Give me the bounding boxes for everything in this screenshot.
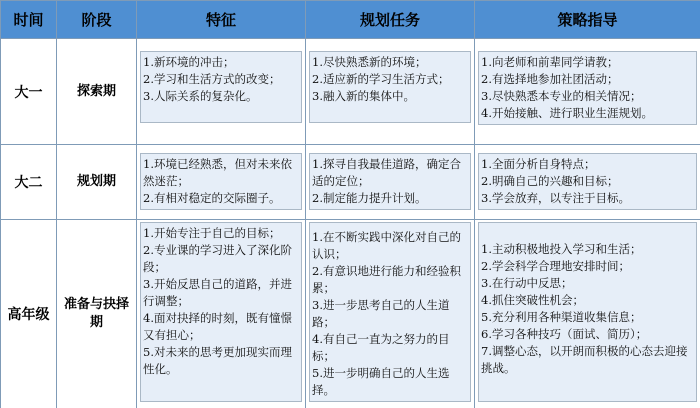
stage-cell: 探索期 <box>57 39 137 145</box>
task-item: 1.探寻自我最佳道路，确定合适的定位； <box>312 157 461 188</box>
strategy-item: 3.尽快熟悉本专业的相关情况； <box>481 89 642 103</box>
tasks-cell <box>306 145 475 220</box>
feature-item: 2.专业课的学习进入了深化阶段； <box>143 243 292 274</box>
task-item: 1.尽快熟悉新的环境； <box>312 55 427 69</box>
tasks-cell <box>306 39 475 145</box>
strategy-item: 7.调整心态，以开朗而积极的心态去迎接挑战。 <box>481 344 688 375</box>
strategy-item: 4.开始接触、进行职业生涯规划。 <box>481 106 653 120</box>
features-cell <box>137 220 306 408</box>
header-time: 时间 <box>1 1 57 39</box>
header-strategies: 策略指导 <box>475 1 700 39</box>
header-tasks: 规划任务 <box>306 1 475 39</box>
feature-item: 5.对未来的思考更加现实而理性化。 <box>143 345 292 376</box>
task-item: 1.在不断实践中深化对自己的认识； <box>312 230 461 261</box>
feature-item: 4.面对抉择的时刻，既有憧憬又有担心； <box>143 311 292 342</box>
task-item: 2.适应新的学习生活方式； <box>312 72 450 86</box>
feature-item: 1.开始专注于自己的目标； <box>143 226 281 240</box>
task-item: 5.进一步明确自己的人生选择。 <box>312 366 450 397</box>
header-row <box>1 1 700 39</box>
task-item: 3.进一步思考自己的人生道路； <box>312 298 450 329</box>
strategy-item: 4.抓住突破性机会； <box>481 293 584 307</box>
task-item: 2.制定能力提升计划。 <box>312 191 427 205</box>
strategy-item: 2.有选择地参加社团活动； <box>481 72 619 86</box>
feature-item: 1.新环境的冲击； <box>143 55 235 69</box>
table-row <box>1 39 700 145</box>
strategies-cell <box>475 220 700 408</box>
header-stage: 阶段 <box>57 1 137 39</box>
tasks-cell <box>306 220 475 408</box>
feature-item: 3.人际关系的复杂化。 <box>143 89 258 103</box>
strategy-item: 3.在行动中反思； <box>481 276 573 290</box>
strategy-item: 1.向老师和前辈同学请教； <box>481 55 619 69</box>
strategy-item: 3.学会放弃，以专注于目标。 <box>481 191 630 205</box>
feature-item: 2.学习和生活方式的改变； <box>143 72 281 86</box>
strategy-item: 1.主动积极地投入学习和生活； <box>481 242 642 256</box>
strategy-item: 5.充分利用各种渠道收集信息； <box>481 310 642 324</box>
header-features: 特征 <box>137 1 306 39</box>
task-item: 4.有自己一直为之努力的目标； <box>312 332 450 363</box>
strategy-item: 1.全面分析自身特点； <box>481 157 596 171</box>
stage-cell: 准备与抉择期 <box>57 220 137 408</box>
task-item: 3.融入新的集体中。 <box>312 89 415 103</box>
task-item: 2.有意识地进行能力和经验积累； <box>312 264 461 295</box>
feature-item: 1.环境已经熟悉，但对未来依然迷茫； <box>143 157 292 188</box>
table-row <box>1 145 700 220</box>
table-row <box>1 220 700 408</box>
year-cell: 高年级 <box>1 220 57 408</box>
feature-item: 2.有相对稳定的交际圈子。 <box>143 191 281 205</box>
features-cell <box>137 145 306 220</box>
strategy-item: 6.学习各种技巧（面试、简历）； <box>481 327 648 341</box>
strategy-item: 2.明确自己的兴趣和目标； <box>481 174 619 188</box>
stage-cell: 规划期 <box>57 145 137 220</box>
year-cell: 大二 <box>1 145 57 220</box>
feature-item: 3.开始反思自己的道路，并进行调整； <box>143 277 292 308</box>
strategies-cell <box>475 145 700 220</box>
strategies-cell <box>475 39 700 145</box>
strategy-item: 2.学会科学合理地安排时间； <box>481 259 630 273</box>
year-cell: 大一 <box>1 39 57 145</box>
features-cell <box>137 39 306 145</box>
